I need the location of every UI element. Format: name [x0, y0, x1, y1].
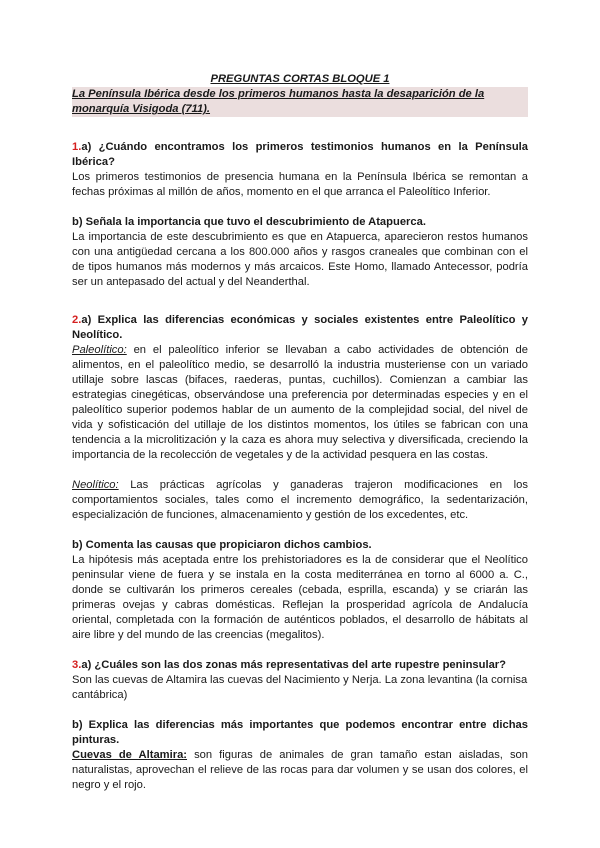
q3a-question: 3.a) ¿Cuáles son las dos zonas más representativas del arte rupestre peninsular? [72, 659, 506, 671]
q1b-question: b) Señala la importancia que tuvo el descubrimiento de Atapuerca. [72, 216, 426, 228]
altamira-term: Cuevas de Altamira: [72, 749, 188, 761]
q2b-answer: La hipótesis más aceptada entre los prehistoriadores es la de considerar que el Neolítico peninsular viene de fuera y se instala en la costa mediterránea en torno al 6000 a. C., donde se cultivarán los primeros cereales (cebada, esprilla, escanda) y se criarán las primeras ovejas y cabras domésticas. Reflejan la prosperidad agrícola de Andalucía oriental, completada con la formación de auténticos poblados, el desarrollo de hábitats al aire libre y del mundo de las creencias (megalitos). [72, 554, 528, 641]
paleolitico-term: Paleolítico: [72, 344, 127, 356]
neolitico-term: Neolítico: [72, 479, 119, 491]
q1-number: 1. [72, 141, 82, 153]
q2a-answer-neolitico: Neolítico: Las prácticas agrícolas y ganaderas trajeron modificaciones en los comportamientos sociales, tales como el incremento demográfico, la sedentarización, especialización de funciones, almacenamiento y gestión de los excedentes, etc. [72, 479, 528, 521]
q3-number: 3. [72, 659, 82, 671]
document-title: PREGUNTAS CORTAS BLOQUE 1 [210, 73, 390, 85]
q1a-answer: Los primeros testimonios de presencia humana en la Península Ibérica se remontan a fechas próximas al millón de años, momento en el que arranca el Paleolítico Inferior. [72, 171, 528, 198]
q1b-answer: La importancia de este descubrimiento es que en Atapuerca, aparecieron restos humanos con una antigüedad cercana a los 800.000 años y rasgos craneales que combinan con el de tipos humanos más modernos y más arcaicos. Este Homo, llamado Antecessor, podría ser un antepasado del actual y del Neanderthal. [72, 231, 528, 288]
q1a-question: 1.a) ¿Cuándo encontramos los primeros testimonios humanos en la Península Ibérica? [72, 141, 528, 168]
q3a-answer: Son las cuevas de Altamira las cuevas del Nacimiento y Nerja. La zona levantina (la cornisa cantábrica) [72, 674, 528, 701]
q2b-question: b) Comenta las causas que propiciaron dichos cambios. [72, 539, 372, 551]
q2a-answer-paleolitico: Paleolítico: en el paleolítico inferior se llevaban a cabo actividades de obtención de alimentos, en el paleolítico medio, se desarrolló la industria musteriense con un variado utillaje sobre lascas (bifaces, raederas, puntas, cuchillos). Comienzan a cambiar las estrategias cinegéticas, observándose una preferencia por determinadas especies y en el paleolítico superior podemos hablar de un aumento de la complejidad social, del nivel de vida y sofisticación del utillaje de los distintos momentos, los útiles se fabrican con una tendencia a la microlitización y la caza es ahora muy selectiva y diversificada, creciendo la importancia de la recolección de vegetales y de la actividad pesquera en las costas. [72, 344, 528, 461]
document-subtitle: La Península Ibérica desde los primeros humanos hasta la desaparición de la monarquía Visigoda (711). [72, 87, 528, 117]
q3b-answer-altamira: Cuevas de Altamira: son figuras de animales de gran tamaño estan aisladas, son naturalistas, aprovechan el relieve de las rocas para dar volumen y se usan dos colores, el negro y el rojo. [72, 749, 528, 791]
document-page [72, 72, 528, 793]
q2a-question: 2.a) Explica las diferencias económicas y sociales existentes entre Paleolítico y Neolítico. [72, 314, 528, 341]
q3b-question: b) Explica las diferencias más importantes que podemos encontrar entre dichas pinturas. [72, 719, 528, 746]
q2-number: 2. [72, 314, 82, 326]
